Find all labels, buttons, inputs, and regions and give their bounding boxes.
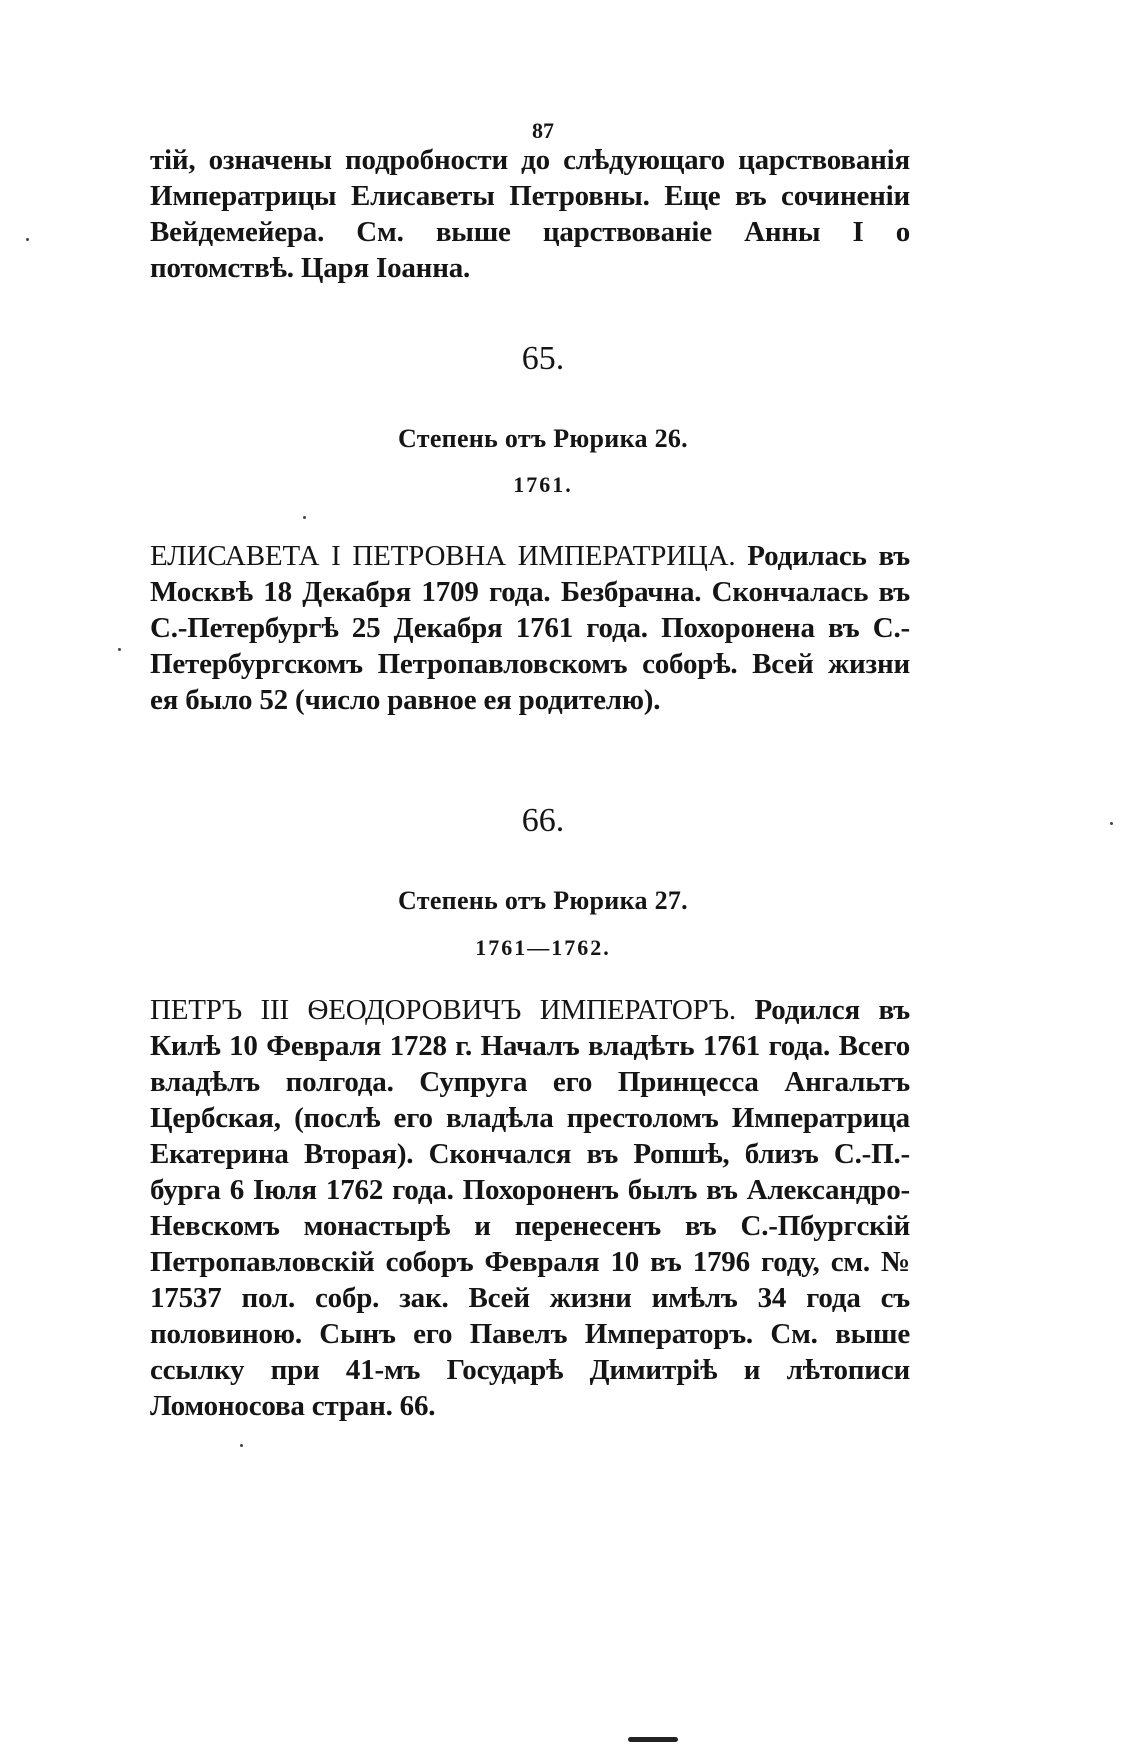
- scan-speck: [240, 1444, 243, 1447]
- scan-speck: [26, 238, 29, 241]
- year-heading-65: 1761.: [513, 472, 573, 497]
- degree-heading-66: Степень отъ Рюрика 27.: [398, 886, 688, 915]
- intro-paragraph: тій, означены подробности до слѣдующаго царствованія Императрицы Елисаветы Петровны. Еще въ сочиненіи Вейдемейера. См. выше царствованіе Анны I о потомствѣ. Царя Іоанна.: [150, 144, 910, 284]
- scan-speck: [1110, 822, 1113, 825]
- entry-66-name: ПЕТРЪ III ѲЕОДОРОВИЧЪ ИМПЕРАТОРЪ.: [150, 994, 736, 1026]
- entry-66-paragraph: [150, 992, 910, 1424]
- article-number-66: 66.: [521, 802, 565, 839]
- degree-heading-65: Степень отъ Рюрика 26.: [398, 424, 688, 453]
- scan-speck: [303, 516, 306, 519]
- bottom-ornament: [628, 1737, 678, 1742]
- entry-66-text: Родился въ Килѣ 10 Февраля 1728 г. Началъ владѣть 1761 года. Всего владѣлъ полгода. Супруга его Принцесса Ангальтъ Цербская, (послѣ его владѣла престоломъ Императрица Екатерина Вторая). Скончался въ Ропшѣ, близъ С.-П.-бурга 6 Іюля 1762 года. Похороненъ былъ въ Александро-Невскомъ монастырѣ и перенесенъ въ С.-Пбургскій Петропавловскій соборъ Февраля 10 въ 1796 году, см. № 17537 пол. собр. зак. Всей жизни имѣлъ 34 года съ половиною. Сынъ его Павелъ Императоръ. См. выше ссылку при 41-мъ Государѣ Димитріѣ и лѣтописи Ломоносова стран. 66.: [150, 994, 910, 1422]
- entry-65-text: Родилась въ Москвѣ 18 Декабря 1709 года. Безбрачна. Скончалась въ С.-Петербургѣ 25 Декабря 1761 года. Похоронена въ С.-Петербургскомъ Петропавловскомъ соборѣ. Всей жизни ея было 52 (число равное ея родителю).: [150, 540, 910, 716]
- page-number: 87: [532, 118, 554, 143]
- entry-65-paragraph: [150, 538, 910, 718]
- scan-speck: [118, 648, 121, 651]
- article-number-65: 65.: [521, 340, 565, 377]
- entry-65-name: ЕЛИСАВЕТА I ПЕТРОВНА ИМПЕРАТРИЦА.: [150, 540, 736, 572]
- year-heading-66: 1761—1762.: [475, 935, 611, 960]
